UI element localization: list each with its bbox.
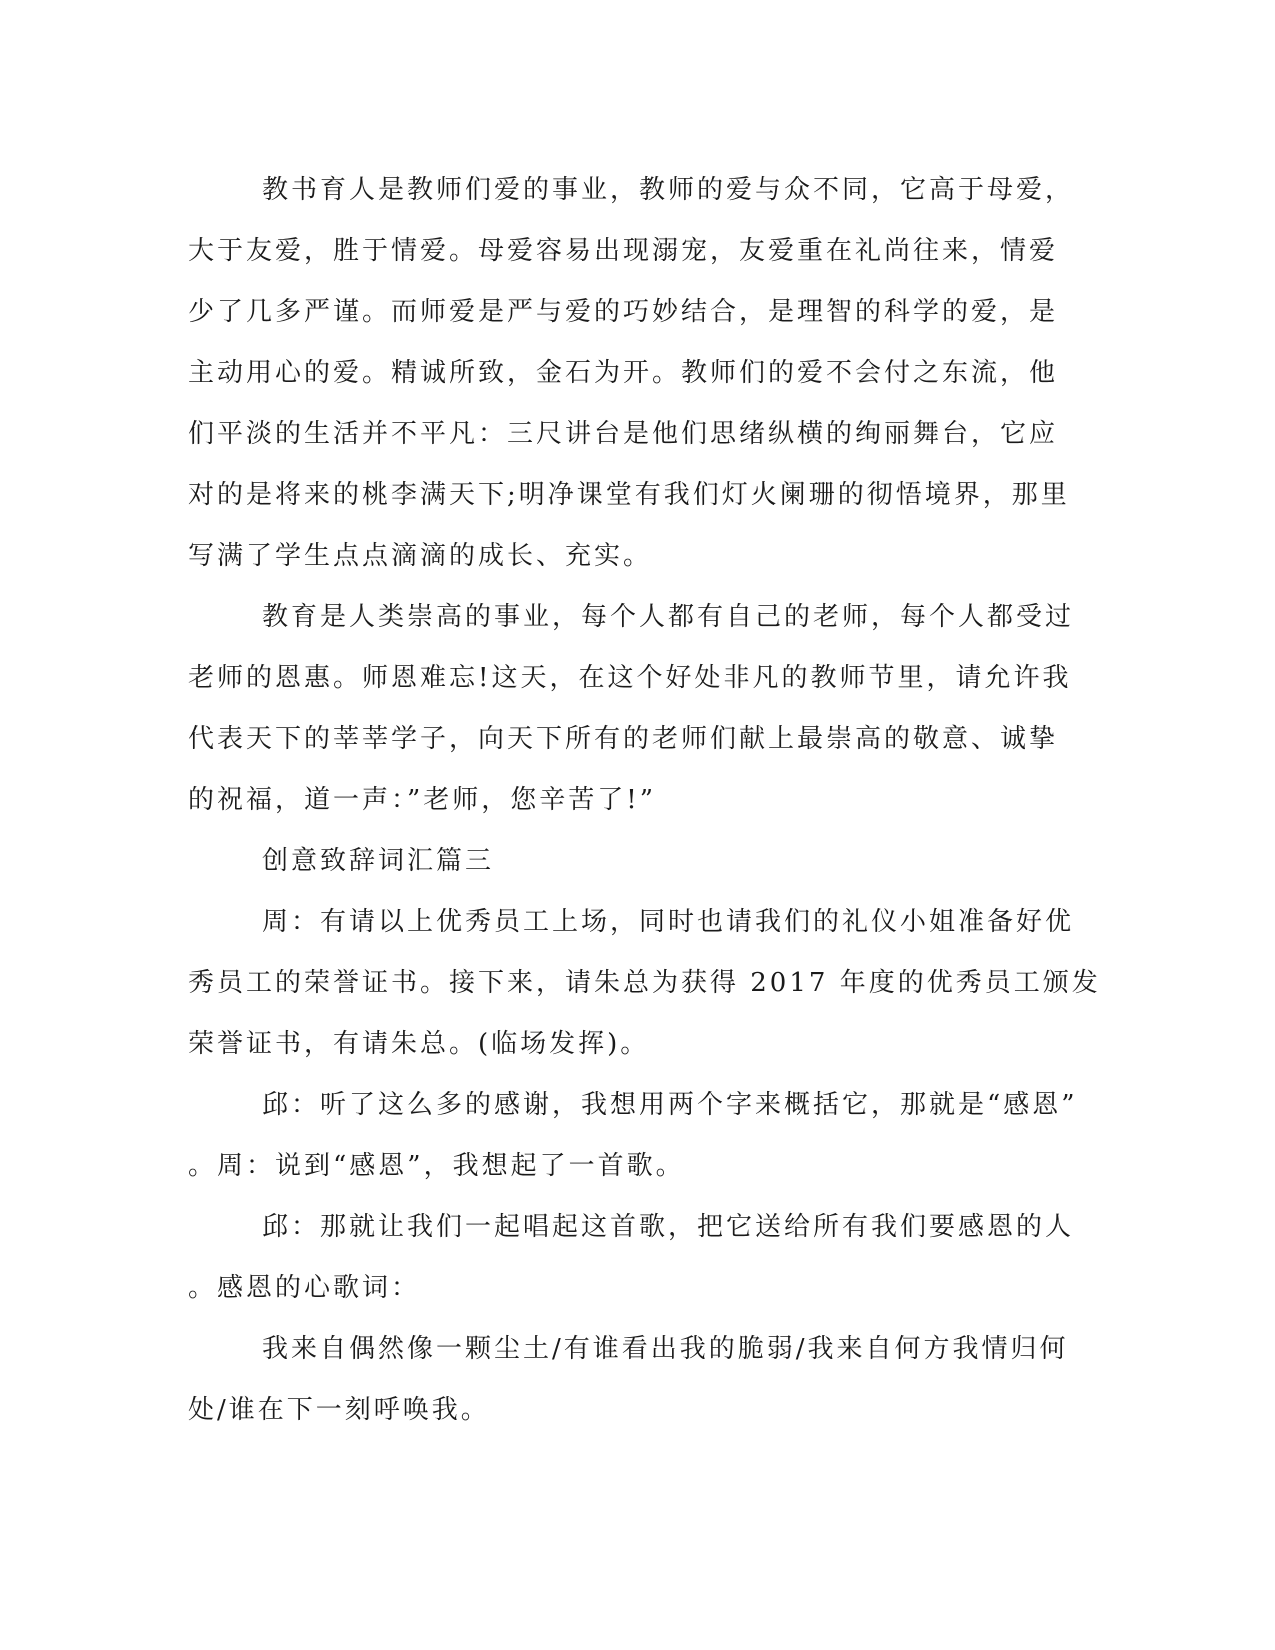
paragraph-4-line-1: 邱：听了这么多的感谢，我想用两个字来概括它，那就是“感恩”	[262, 1090, 1078, 1120]
paragraph-1-line-5: 们平淡的生活并不平凡：三尺讲台是他们思绪纵横的绚丽舞台，它应	[188, 419, 1059, 449]
paragraph-1-line-3: 少了几多严谨。而师爱是严与爱的巧妙结合，是理智的科学的爱，是	[188, 297, 1059, 327]
paragraph-5-line-1: 邱：那就让我们一起唱起这首歌，把它送给所有我们要感恩的人	[262, 1212, 1075, 1242]
paragraph-2-line-1: 教育是人类崇高的事业，每个人都有自己的老师，每个人都受过	[262, 602, 1075, 632]
paragraph-2-line-2: 老师的恩惠。师恩难忘!这天，在这个好处非凡的教师节里，请允许我	[188, 663, 1072, 693]
paragraph-2-line-3: 代表天下的莘莘学子，向天下所有的老师们献上最崇高的敬意、诚挚	[188, 724, 1059, 754]
paragraph-1-line-4: 主动用心的爱。精诚所致，金石为开。教师们的爱不会付之东流，他	[188, 358, 1059, 388]
paragraph-3-line-2: 秀员工的荣誉证书。接下来，请朱总为获得 2017 年度的优秀员工颁发	[188, 968, 1101, 998]
paragraph-1-line-7: 写满了学生点点滴滴的成长、充实。	[188, 541, 653, 571]
document-body	[188, 160, 1101, 1441]
paragraph-1-line-1: 教书育人是教师们爱的事业，教师的爱与众不同，它高于母爱，	[262, 175, 1075, 205]
section-heading: 创意致辞词汇篇三	[262, 846, 495, 876]
paragraph-4-line-2: 。周：说到“感恩”，我想起了一首歌。	[188, 1151, 685, 1181]
paragraph-1-line-2: 大于友爱，胜于情爱。母爱容易出现溺宠，友爱重在礼尚往来，情爱	[188, 236, 1059, 266]
paragraph-6-line-2: 处/谁在下一刻呼唤我。	[188, 1395, 490, 1425]
paragraph-5-line-2: 。感恩的心歌词：	[188, 1273, 421, 1303]
paragraph-1-line-6: 对的是将来的桃李满天下;明净课堂有我们灯火阑珊的彻悟境界，那里	[188, 480, 1070, 510]
paragraph-6-line-1: 我来自偶然像一颗尘土/有谁看出我的脆弱/我来自何方我情归何	[262, 1334, 1069, 1364]
paragraph-3-line-1: 周：有请以上优秀员工上场，同时也请我们的礼仪小姐准备好优	[262, 907, 1075, 937]
paragraph-2-line-4: 的祝福，道一声：”老师，您辛苦了!”	[188, 785, 657, 815]
paragraph-3-line-3: 荣誉证书，有请朱总。(临场发挥)。	[188, 1029, 650, 1059]
